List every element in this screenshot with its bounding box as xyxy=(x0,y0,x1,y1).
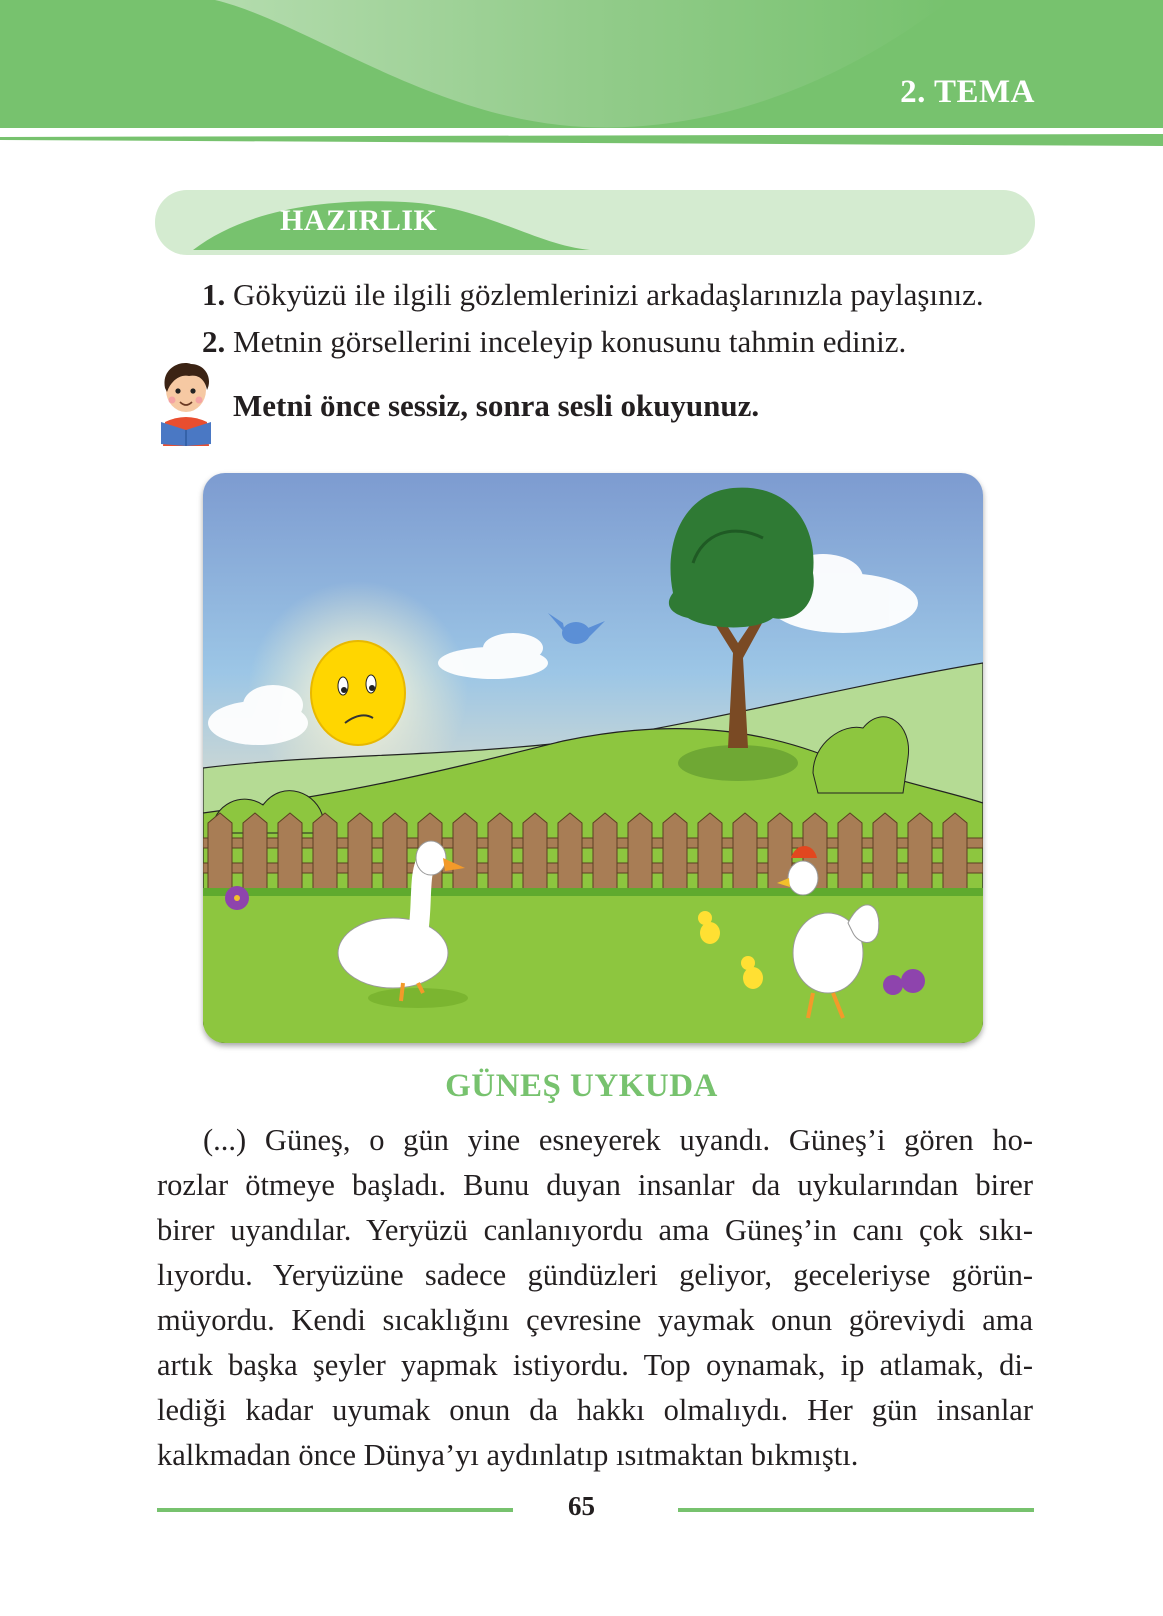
reading-boy-icon xyxy=(155,360,217,446)
question-2 xyxy=(202,324,906,360)
story-line: kalkmadan önce Dünya’yı aydınlatıp ısıtmaktan bıkmıştı. xyxy=(157,1438,859,1472)
question-number: 1. xyxy=(202,277,226,312)
theme-header-band xyxy=(0,0,1163,128)
preparation-banner xyxy=(155,190,1035,255)
story-title: GÜNEŞ UYKUDA xyxy=(445,1068,718,1104)
story-line: artık başka şeyler yapmak istiyordu. Top oynamak, ip atlamak, di- xyxy=(157,1348,1033,1382)
story-line: lıyordu. Yeryüzüne sadece gündüzleri geliyor, geceleriyse görün- xyxy=(157,1258,1033,1292)
story-illustration xyxy=(203,473,983,1043)
story-line: rozlar ötmeye başladı. Bunu duyan insanlar da uykularından birer xyxy=(157,1168,1033,1202)
header-stripe xyxy=(0,132,1163,148)
story-body xyxy=(157,1118,1033,1478)
preparation-title: HAZIRLIK xyxy=(280,204,438,237)
question-text: Metnin görsellerini inceleyip konusunu tahmin ediniz. xyxy=(225,324,907,359)
story-line: müyordu. Kendi sıcaklığını çevresine yaymak onun göreviydi ama xyxy=(157,1303,1033,1337)
story-line: lediği kadar uyumak onun da hakkı olmalıydı. Her gün insanlar xyxy=(157,1393,1033,1427)
footer-divider-right xyxy=(678,1508,1034,1512)
question-number: 2. xyxy=(202,324,226,359)
page-number: 65 xyxy=(568,1491,595,1521)
reading-instruction: Metni önce sessiz, sonra sesli okuyunuz. xyxy=(233,388,760,423)
theme-label: 2. TEMA xyxy=(900,74,1035,110)
question-1 xyxy=(202,277,984,313)
question-text: Gökyüzü ile ilgili gözlemlerinizi arkadaşlarınızla paylaşınız. xyxy=(225,277,984,312)
story-line: (...) Güneş, o gün yine esneyerek uyandı. Güneş’i gören ho- xyxy=(203,1123,1033,1157)
story-line: birer uyandılar. Yeryüzü canlanıyordu ama Güneş’in canı çok sıkı- xyxy=(157,1213,1033,1247)
